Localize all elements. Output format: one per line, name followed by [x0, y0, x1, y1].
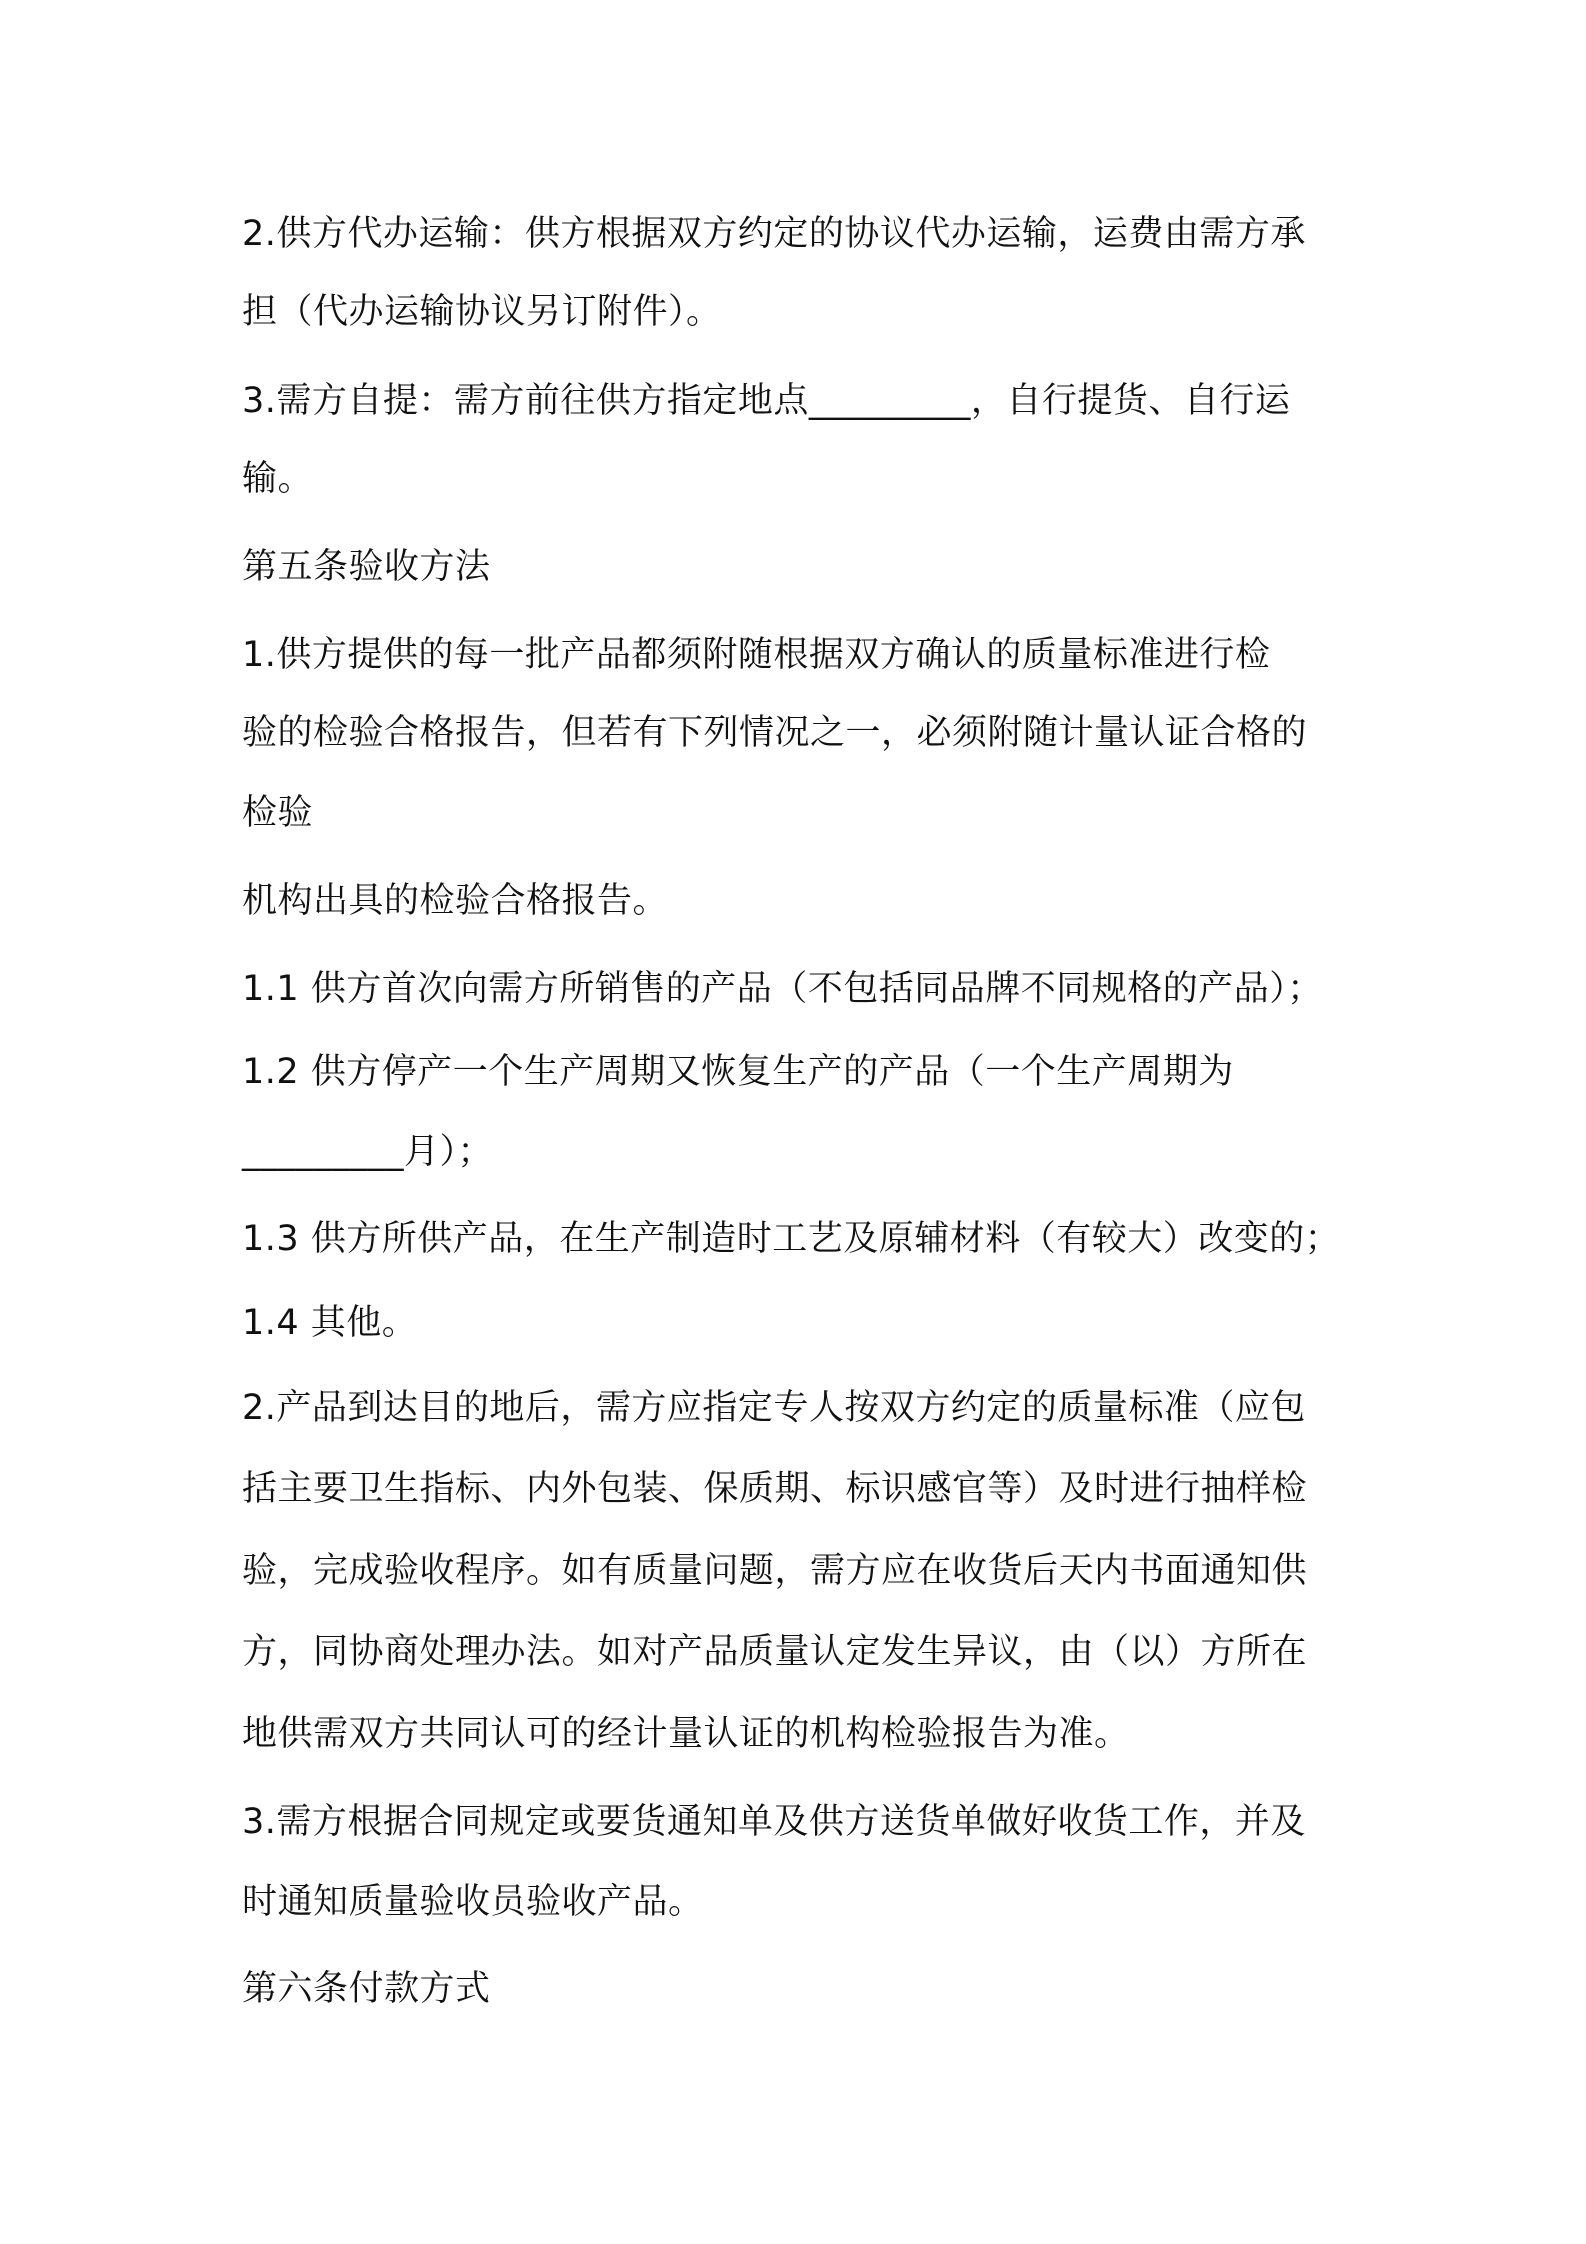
text-line: 3.需方根据合同规定或要货通知单及供方送货单做好收货工作，并及	[242, 1802, 1306, 1842]
text-line: 验，完成验收程序。如有质量问题，需方应在收货后天内书面通知供	[242, 1551, 1308, 1591]
text-line: 验的检验合格报告，但若有下列情况之一，必须附随计量认证合格的	[242, 713, 1308, 753]
text-line: _________月）；	[242, 1132, 494, 1172]
text-line: 方，同协商处理办法。如对产品质量认定发生异议，由（以）方所在	[242, 1632, 1308, 1672]
text-line: 2.供方代办运输：供方根据双方约定的协议代办运输，运费由需方承	[242, 214, 1306, 254]
text-line: 担（代办运输协议另订附件）。	[242, 292, 722, 332]
text-line: 1.2 供方停产一个生产周期又恢复生产的产品（一个生产周期为	[242, 1052, 1234, 1092]
text-line: 检验	[242, 793, 314, 833]
text-line: 2.产品到达目的地后，需方应指定专人按双方约定的质量标准（应包	[242, 1388, 1306, 1428]
text-line: 时通知质量验收员验收产品。	[242, 1882, 704, 1922]
text-line: 地供需双方共同认可的经计量认证的机构检验报告为准。	[242, 1714, 1130, 1754]
text-line: 1.3 供方所供产品，在生产制造时工艺及原辅材料（有较大）改变的；	[242, 1219, 1341, 1259]
text-line: 1.4 其他。	[242, 1303, 418, 1343]
text-line: 1.供方提供的每一批产品都须附随根据双方确认的质量标准进行检	[242, 635, 1271, 675]
text-line: 3.需方自提：需方前往供方指定地点_________，自行提货、自行运	[242, 381, 1291, 421]
text-line: 机构出具的检验合格报告。	[242, 881, 669, 921]
text-line: 1.1 供方首次向需方所销售的产品（不包括同品牌不同规格的产品）；	[242, 969, 1323, 1009]
text-line: 输。	[242, 459, 314, 499]
section-heading: 第五条验收方法	[242, 547, 491, 587]
section-heading: 第六条付款方式	[242, 1969, 491, 2009]
text-line: 括主要卫生指标、内外包装、保质期、标识感官等）及时进行抽样检	[242, 1469, 1308, 1509]
